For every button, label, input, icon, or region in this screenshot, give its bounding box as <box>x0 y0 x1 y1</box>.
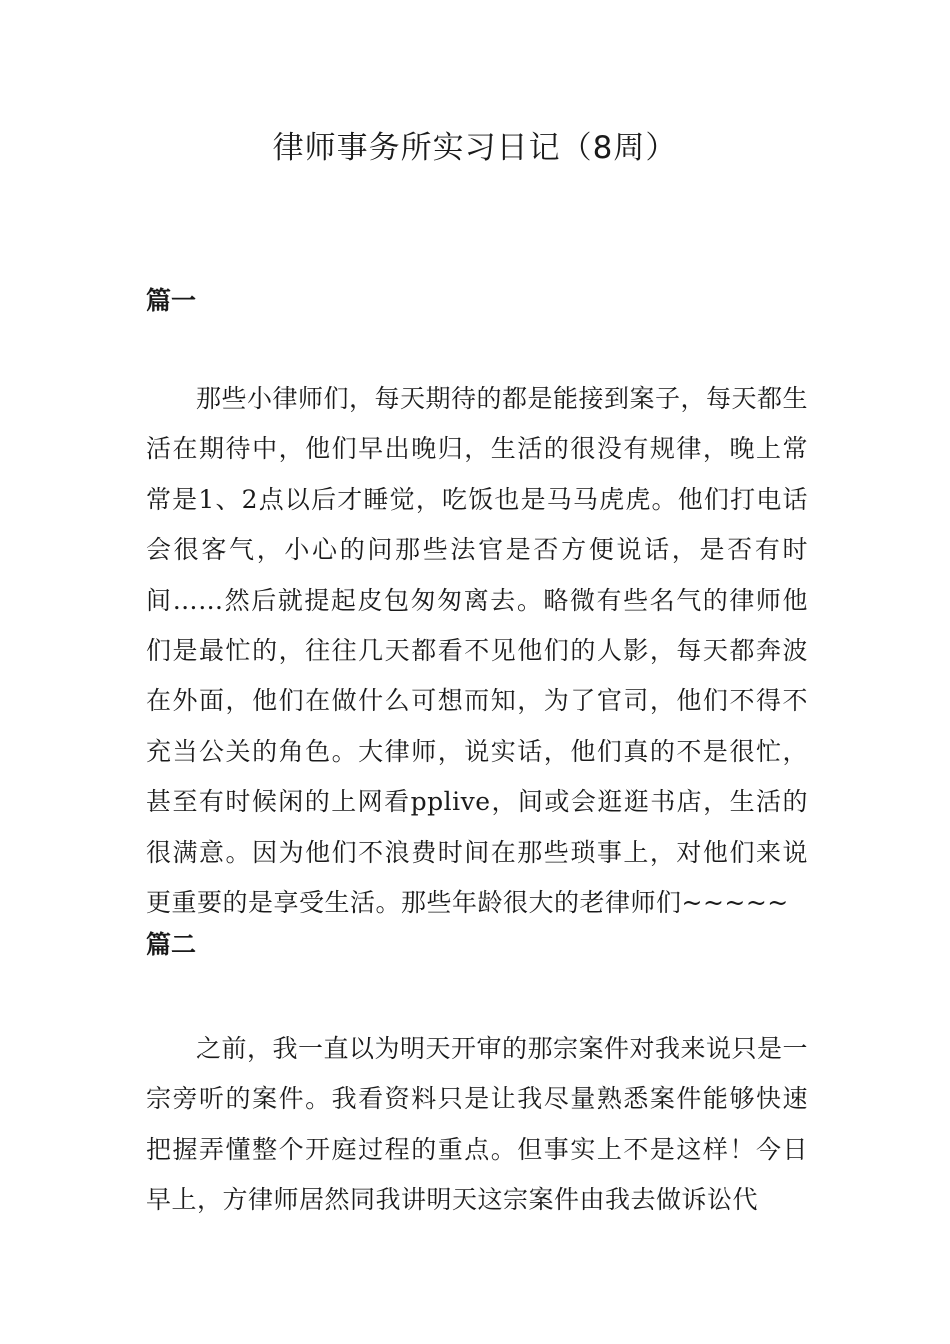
section-heading-2: 篇二 <box>146 930 197 959</box>
section-paragraph-2: 之前，我一直以为明天开审的那宗案件对我来说只是一宗旁听的案件。我看资料只是让我尽量熟悉案件能够快速把握弄懂整个开庭过程的重点。但事实上不是这样！今日早上，方律师居然同我讲明天这宗案件由我去做诉讼代 <box>146 1034 809 1215</box>
document-title: 律师事务所实习日记（8周） <box>272 130 678 166</box>
section-heading-1: 篇一 <box>146 286 197 315</box>
section-paragraph-1: 那些小律师们，每天期待的都是能接到案子，每天都生活在期待中，他们早出晚归，生活的很没有规律，晚上常常是1、2点以后才睡觉，吃饭也是马马虎虎。他们打电话会很客气，小心的问那些法官是否方便说话，是否有时间……然后就提起皮包匆匆离去。略微有些名气的律师他们是最忙的，往往几天都看不见他们的人影，每天都奔波在外面，他们在做什么可想而知，为了官司，他们不得不充当公关的角色。大律师，说实话，他们真的不是很忙，甚至有时候闲的上网看pplive，间或会逛逛书店，生活的很满意。因为他们不浪费时间在那些琐事上，对他们来说更重要的是享受生活。那些年龄很大的老律师们~~~~~ <box>146 384 809 918</box>
